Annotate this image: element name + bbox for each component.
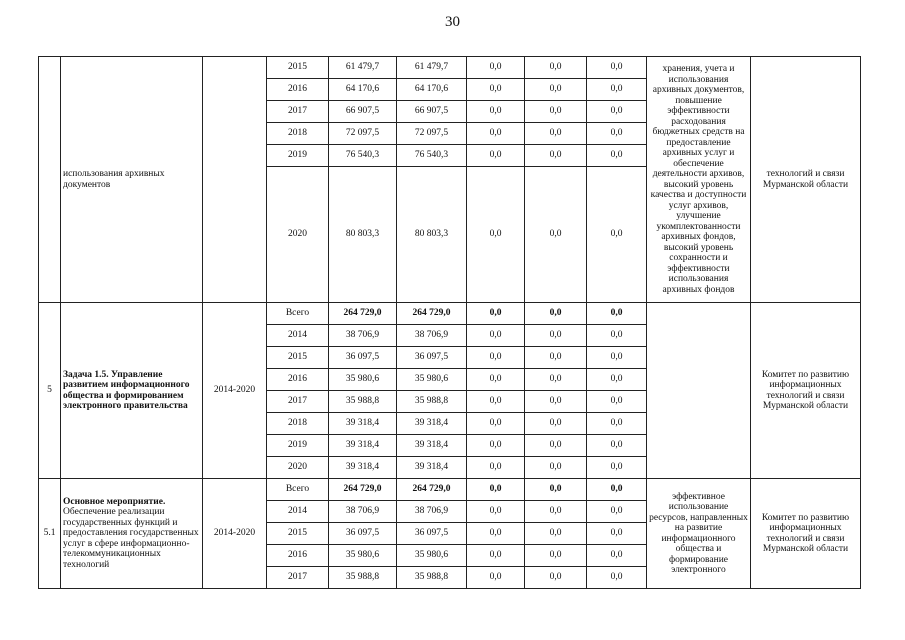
value-cell: 0,0 [467, 413, 525, 435]
value-cell: 0,0 [525, 325, 587, 347]
executor: технологий и связи Мурманской области [751, 57, 861, 303]
year-cell: 2016 [267, 79, 329, 101]
year-cell: 2019 [267, 145, 329, 167]
value-cell: 35 988,8 [397, 391, 467, 413]
page-number: 30 [445, 14, 460, 30]
value-cell: 36 097,5 [397, 523, 467, 545]
executor: Комитет по развитию информационных технологий и связи Мурманской области [751, 479, 861, 589]
value-cell: 0,0 [587, 545, 647, 567]
value-cell: 0,0 [525, 347, 587, 369]
year-cell: Всего [267, 303, 329, 325]
value-cell: 0,0 [587, 369, 647, 391]
program-table [38, 56, 861, 589]
value-cell: 35 988,8 [329, 567, 397, 589]
value-cell: 76 540,3 [397, 145, 467, 167]
value-cell: 0,0 [467, 167, 525, 303]
value-cell: 0,0 [525, 435, 587, 457]
measure-description [61, 479, 203, 589]
value-cell: 0,0 [467, 545, 525, 567]
year-cell: 2018 [267, 413, 329, 435]
value-cell: 0,0 [525, 123, 587, 145]
value-cell: 0,0 [467, 369, 525, 391]
value-cell: 38 706,9 [397, 501, 467, 523]
value-cell: 0,0 [467, 325, 525, 347]
year-cell: 2020 [267, 457, 329, 479]
year-cell: 2014 [267, 501, 329, 523]
value-cell: 0,0 [525, 457, 587, 479]
year-cell: 2015 [267, 523, 329, 545]
value-cell: 0,0 [467, 523, 525, 545]
value-cell: 0,0 [525, 545, 587, 567]
value-cell: 0,0 [467, 145, 525, 167]
value-cell: 0,0 [525, 501, 587, 523]
year-cell: 2016 [267, 545, 329, 567]
value-cell: 0,0 [587, 567, 647, 589]
value-cell: 264 729,0 [397, 479, 467, 501]
value-cell: 35 988,8 [397, 567, 467, 589]
value-cell: 39 318,4 [397, 457, 467, 479]
value-cell: 39 318,4 [397, 435, 467, 457]
measure-subtitle: Обеспечение реализации государственных функций и предоставления государственных услуг в сфере информационно-телекоммуникационных технологий [63, 507, 199, 570]
value-cell: 0,0 [467, 567, 525, 589]
period: 2014-2020 [203, 479, 267, 589]
expected-result: хранения, учета и использования архивных документов, повышение эффективности расходования бюджетных средств на предоставление архивных услуг и обеспечение деятельности архивов, высокий уровень качества и доступности услуг архивов, улучшение укомплектованности архивных фондов, высокий уровень сохранности и эффективности использования архивных фондов [647, 57, 751, 303]
year-cell: 2018 [267, 123, 329, 145]
value-cell: 264 729,0 [329, 479, 397, 501]
year-cell: 2015 [267, 57, 329, 79]
value-cell: 0,0 [587, 479, 647, 501]
value-cell: 38 706,9 [329, 325, 397, 347]
task-title: Задача 1.5. Управление развитием информационного общества и формированием электронного правительства [61, 303, 203, 479]
value-cell: 64 170,6 [329, 79, 397, 101]
value-cell: 80 803,3 [329, 167, 397, 303]
value-cell: 64 170,6 [397, 79, 467, 101]
value-cell: 0,0 [587, 501, 647, 523]
expected-result: эффективное использование ресурсов, направленных на развитие информационного общества и формирование электронного [647, 479, 751, 589]
value-cell: 0,0 [467, 57, 525, 79]
value-cell: 36 097,5 [397, 347, 467, 369]
value-cell: 0,0 [525, 479, 587, 501]
value-cell: 0,0 [525, 145, 587, 167]
value-cell: 0,0 [467, 435, 525, 457]
value-cell: 36 097,5 [329, 523, 397, 545]
year-cell: Всего [267, 479, 329, 501]
row-period-cell [203, 57, 267, 303]
value-cell: 0,0 [467, 347, 525, 369]
value-cell: 0,0 [587, 123, 647, 145]
value-cell: 39 318,4 [329, 435, 397, 457]
value-cell: 0,0 [525, 567, 587, 589]
value-cell: 0,0 [525, 79, 587, 101]
value-cell: 0,0 [467, 457, 525, 479]
year-cell: 2016 [267, 369, 329, 391]
value-cell: 0,0 [525, 303, 587, 325]
year-cell: 2015 [267, 347, 329, 369]
value-cell: 0,0 [525, 57, 587, 79]
value-cell: 0,0 [525, 369, 587, 391]
year-cell: 2017 [267, 391, 329, 413]
row-number: 5.1 [39, 479, 61, 589]
value-cell: 0,0 [525, 413, 587, 435]
value-cell: 0,0 [587, 523, 647, 545]
year-cell: 2017 [267, 101, 329, 123]
value-cell: 72 097,5 [397, 123, 467, 145]
value-cell: 38 706,9 [397, 325, 467, 347]
value-cell: 0,0 [587, 457, 647, 479]
value-cell: 35 988,8 [329, 391, 397, 413]
year-cell: 2017 [267, 567, 329, 589]
value-cell: 80 803,3 [397, 167, 467, 303]
value-cell: 35 980,6 [329, 369, 397, 391]
value-cell: 0,0 [587, 325, 647, 347]
value-cell: 0,0 [587, 303, 647, 325]
year-cell: 2019 [267, 435, 329, 457]
value-cell: 61 479,7 [329, 57, 397, 79]
value-cell: 0,0 [525, 167, 587, 303]
value-cell: 0,0 [467, 303, 525, 325]
value-cell: 72 097,5 [329, 123, 397, 145]
year-cell: 2014 [267, 325, 329, 347]
value-cell: 35 980,6 [329, 545, 397, 567]
value-cell: 0,0 [587, 145, 647, 167]
value-cell: 39 318,4 [329, 413, 397, 435]
value-cell: 264 729,0 [329, 303, 397, 325]
row-number: 5 [39, 303, 61, 479]
value-cell: 0,0 [587, 79, 647, 101]
value-cell: 0,0 [467, 501, 525, 523]
value-cell: 0,0 [587, 57, 647, 79]
value-cell: 264 729,0 [397, 303, 467, 325]
value-cell: 66 907,5 [397, 101, 467, 123]
value-cell: 0,0 [525, 391, 587, 413]
value-cell: 36 097,5 [329, 347, 397, 369]
value-cell: 38 706,9 [329, 501, 397, 523]
table-row [39, 479, 861, 501]
executor: Комитет по развитию информационных технологий и связи Мурманской области [751, 303, 861, 479]
value-cell: 35 980,6 [397, 545, 467, 567]
value-cell: 0,0 [467, 123, 525, 145]
value-cell: 0,0 [587, 101, 647, 123]
table-row [39, 303, 861, 325]
measure-title: Основное мероприятие. [63, 496, 166, 507]
value-cell: 61 479,7 [397, 57, 467, 79]
value-cell: 66 907,5 [329, 101, 397, 123]
value-cell: 39 318,4 [397, 413, 467, 435]
row-description: использования архивных документов [61, 57, 203, 303]
value-cell: 39 318,4 [329, 457, 397, 479]
row-number-cell [39, 57, 61, 303]
value-cell: 0,0 [587, 347, 647, 369]
value-cell: 35 980,6 [397, 369, 467, 391]
value-cell: 0,0 [525, 101, 587, 123]
value-cell: 0,0 [467, 391, 525, 413]
value-cell: 0,0 [587, 435, 647, 457]
value-cell: 0,0 [587, 167, 647, 303]
value-cell: 0,0 [587, 391, 647, 413]
value-cell: 76 540,3 [329, 145, 397, 167]
value-cell: 0,0 [467, 79, 525, 101]
table-row [39, 57, 861, 79]
period: 2014-2020 [203, 303, 267, 479]
value-cell: 0,0 [467, 101, 525, 123]
value-cell: 0,0 [467, 479, 525, 501]
expected-result-empty [647, 303, 751, 479]
year-cell: 2020 [267, 167, 329, 303]
value-cell: 0,0 [587, 413, 647, 435]
value-cell: 0,0 [525, 523, 587, 545]
